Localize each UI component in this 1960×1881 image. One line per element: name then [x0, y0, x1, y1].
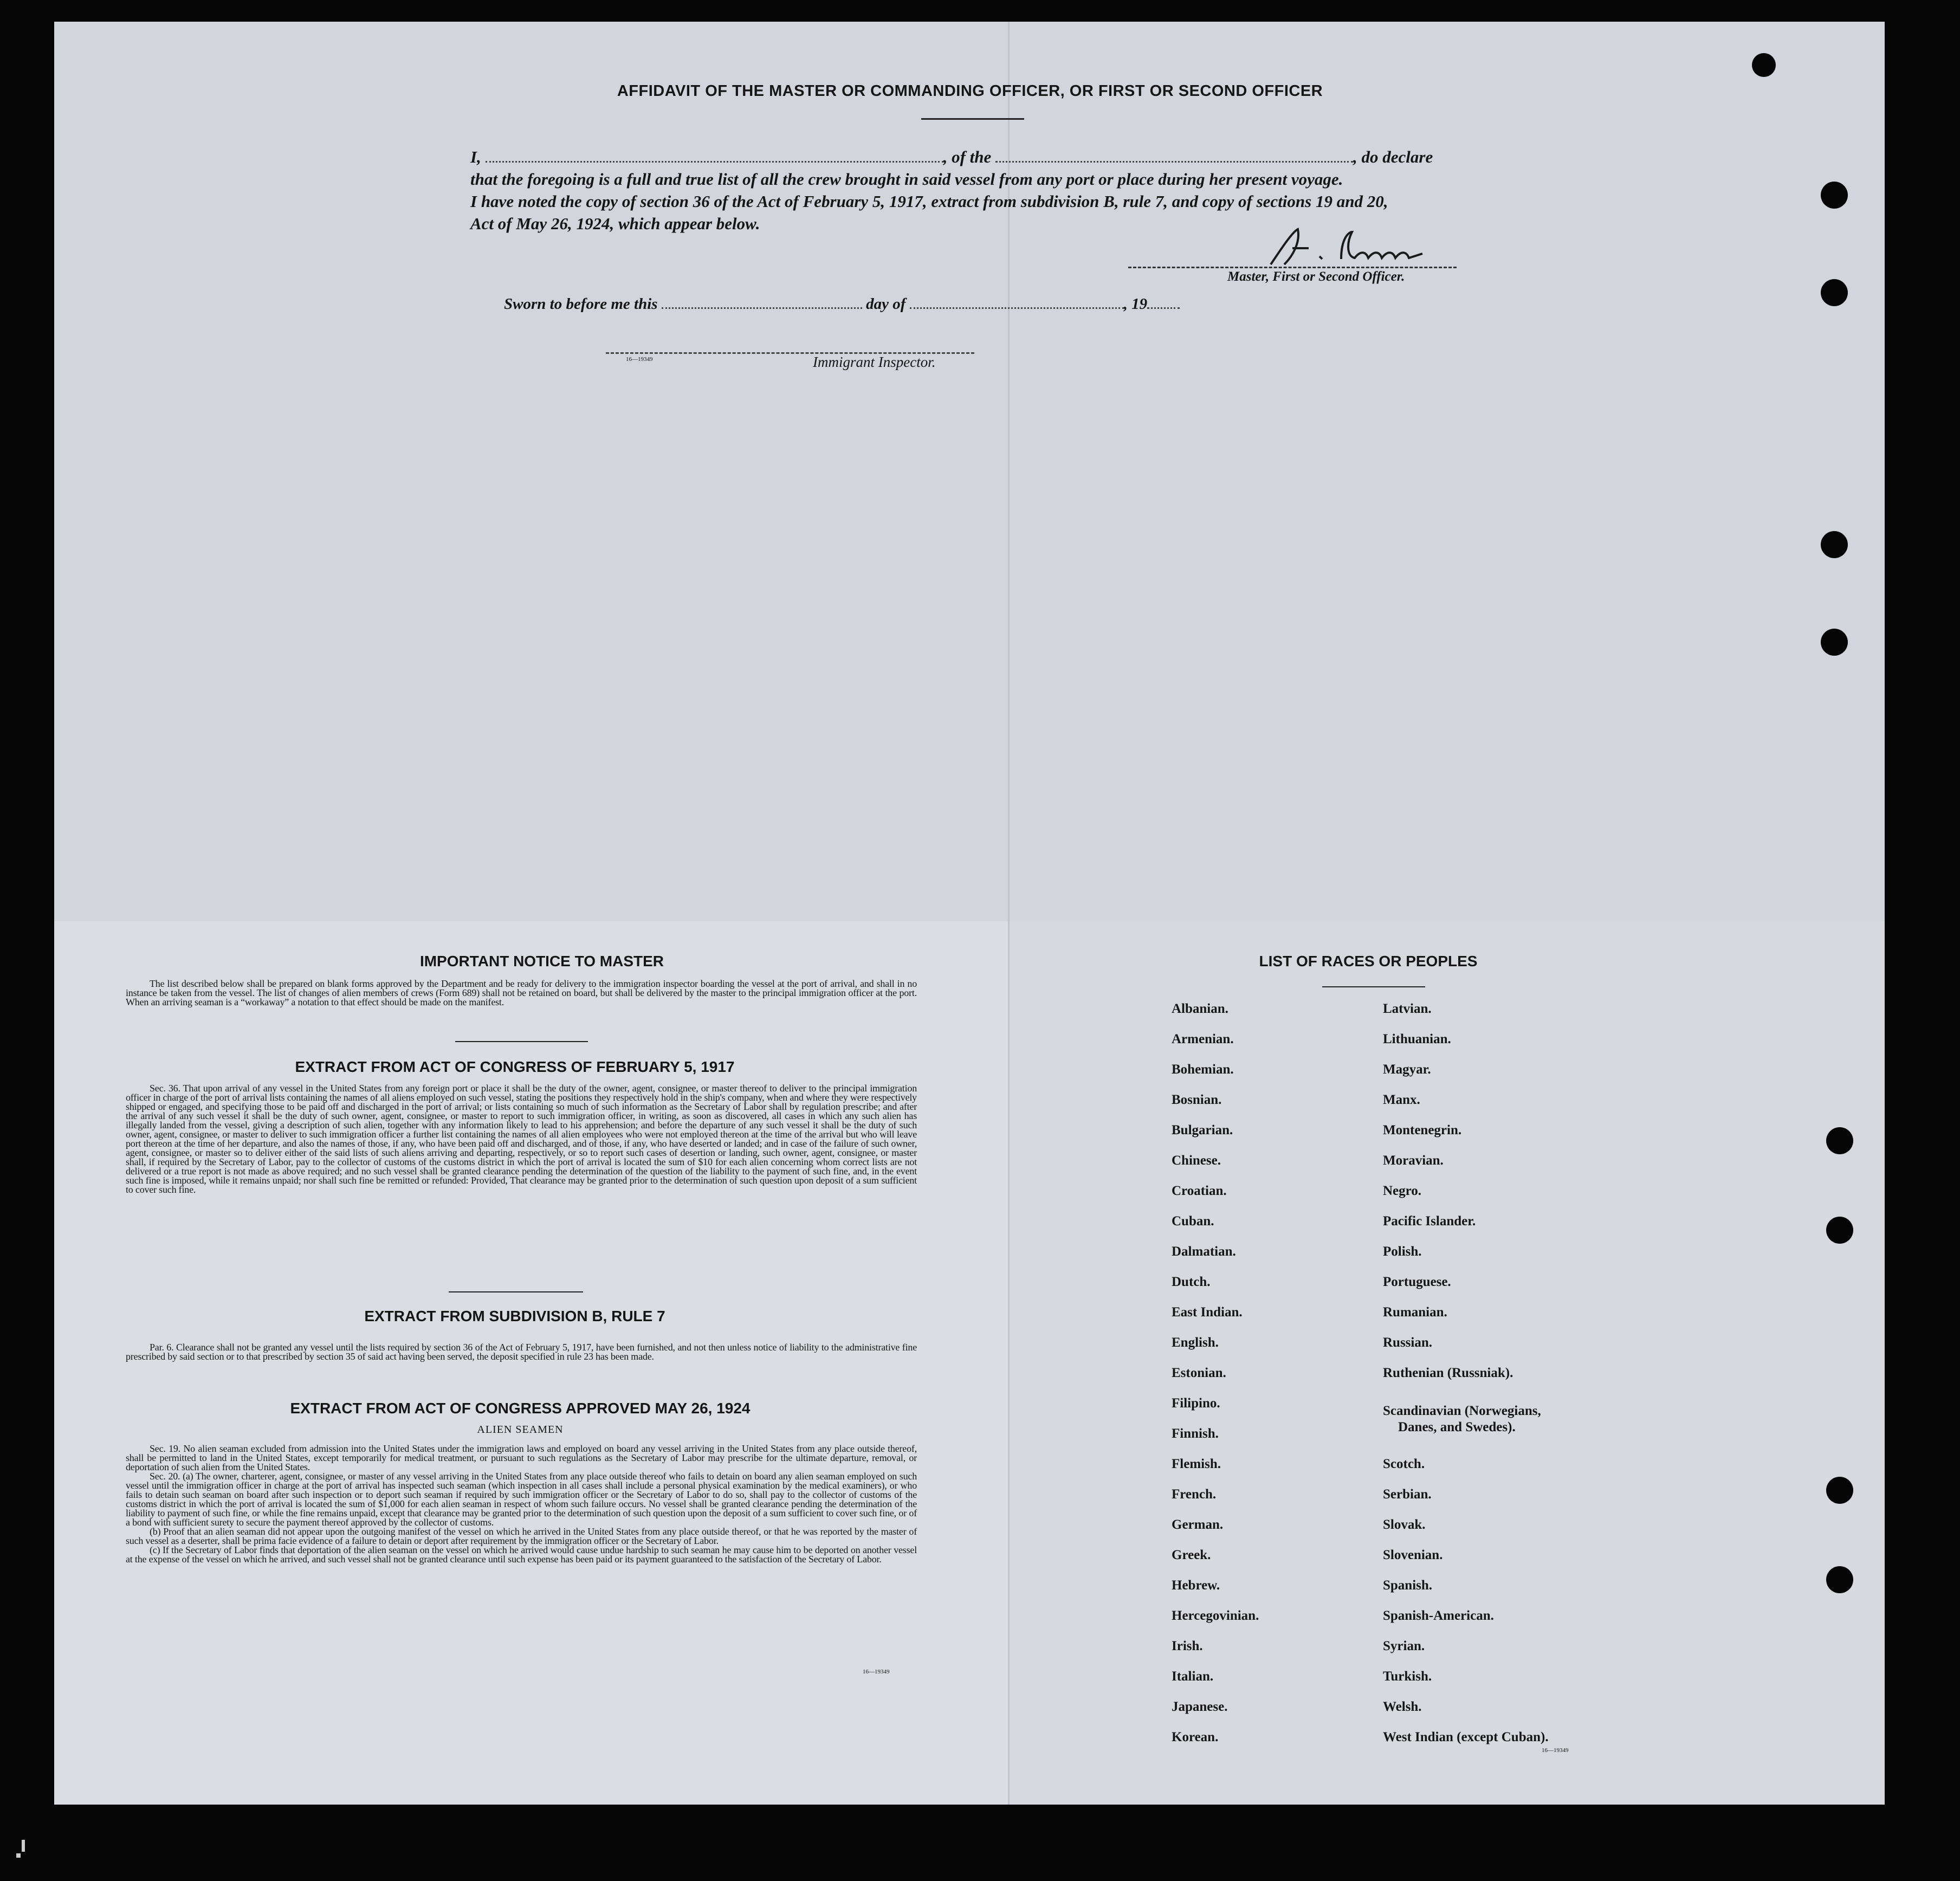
race-right: Ruthenian (Russniak).	[1383, 1366, 1513, 1380]
affidavit-title: AFFIDAVIT OF THE MASTER OR COMMANDING OFFICER, OR FIRST OR SECOND OFFICER	[617, 82, 1323, 100]
act-1917-title: EXTRACT FROM ACT OF CONGRESS OF FEBRUARY 5, 1917	[295, 1058, 735, 1075]
section-19-paragraph: Sec. 19. No alien seaman excluded from admission into the United States under the immigration laws and employed on board any vessel arriving in the United States from any place outside thereof, shall be permitted to land in the United States, except temporarily for medical treatment, or pursuant to such regulations as the Secretary of Labor may prescribe for the ultimate departure, removal, or deportation of such alien from the United States.	[126, 1443, 917, 1472]
race-left: Albanian.	[1172, 1001, 1228, 1016]
of-the-label: , of the	[943, 147, 992, 166]
race-left: Flemish.	[1172, 1457, 1221, 1471]
i-label: I,	[470, 147, 481, 166]
race-left: Chinese.	[1172, 1153, 1221, 1168]
punch-hole	[1821, 531, 1848, 558]
race-left: Dutch.	[1172, 1275, 1211, 1289]
race-right: Scotch.	[1383, 1457, 1425, 1471]
race-right: Negro.	[1383, 1184, 1422, 1198]
form-number: 16—19349	[863, 1669, 890, 1675]
race-right: Lithuanian.	[1383, 1032, 1451, 1046]
race-left: German.	[1172, 1517, 1224, 1532]
form-number: 16—19349	[1542, 1747, 1569, 1754]
alien-seamen-subtitle: ALIEN SEAMEN	[477, 1424, 564, 1436]
race-left: Armenian.	[1172, 1032, 1234, 1046]
sworn-year-blank	[1147, 303, 1180, 309]
vessel-blank	[995, 157, 1353, 163]
race-left: Hebrew.	[1172, 1578, 1220, 1593]
punch-hole	[1826, 1217, 1853, 1244]
race-left: Cuban.	[1172, 1214, 1214, 1229]
race-right: Serbian.	[1383, 1487, 1432, 1502]
section-20a-paragraph: Sec. 20. (a) The owner, charterer, agent, consignee, or master of any vessel arriving in the United States from any place outside thereof who fails to detain on board any alien seaman employed on such vessel until the immigration officer in charge at the port of arrival has inspected such seaman (which inspection in all cases shall include a personal physical examination by the medical examiners), or who fails to detain such seaman on board after such inspection or to deport such seaman if required by such immigration officer or the Secretary of Labor to do so, shall pay to the collector of customs of the customs district in which the port of arrival is located the sum of $1,000 for each alien seaman in respect of whom such failure occurs. No vessel shall be granted clearance pending the determination of the liability to payment of such fine, or while the fine remains unpaid, except that clearance may be granted prior to the determination of such question upon the deposit of a sum sufficient to cover such fine, or of a bond with sufficient surety to secure the payment thereof approved by the collector of customs.	[126, 1471, 917, 1528]
race-right: Polish.	[1383, 1244, 1422, 1259]
punch-hole	[1821, 279, 1848, 306]
race-right: Danes, and Swedes).	[1398, 1420, 1516, 1434]
act-1924-body	[126, 1444, 917, 1564]
declaration-line-3: I have noted the copy of section 36 of the Act of February 5, 1917, extract from subdivision B, rule 7, and copy of sections 19 and 20,	[470, 192, 1388, 211]
declaration-line-4: Act of May 26, 1924, which appear below.	[470, 214, 760, 233]
race-left: Hercegovinian.	[1172, 1608, 1259, 1623]
race-right: Spanish.	[1383, 1578, 1433, 1593]
race-right: Magyar.	[1383, 1062, 1431, 1077]
speck	[22, 1840, 25, 1852]
race-right: Manx.	[1383, 1093, 1420, 1107]
sworn-label: Sworn to before me this	[504, 295, 658, 313]
title-underline	[921, 118, 1024, 120]
rule-7-body	[126, 1343, 917, 1361]
section-divider	[449, 1291, 583, 1292]
race-right: Slovenian.	[1383, 1548, 1443, 1562]
notice-paragraph: The list described below shall be prepared on blank forms approved by the Department and be ready for delivery to the immigration inspector boarding the vessel at the port of arrival, and shall in no instance be taken from the vessel. The list of changes of alien members of crews (Form 689) shall not be retained on board, but shall be delivered by the master to the principal immigration officer at the port. When an arriving seaman is a “workaway” a notation to that effect should be made on the manifest.	[126, 978, 917, 1007]
race-right: Latvian.	[1383, 1001, 1432, 1016]
punch-hole	[1826, 1477, 1853, 1504]
race-left: Croatian.	[1172, 1184, 1227, 1198]
race-left: Greek.	[1172, 1548, 1211, 1562]
race-right: Turkish.	[1383, 1669, 1432, 1684]
inspector-caption: Immigrant Inspector.	[813, 354, 936, 370]
notice-title: IMPORTANT NOTICE TO MASTER	[419, 953, 664, 969]
signature-line	[1128, 267, 1457, 268]
officer-signature	[1260, 227, 1433, 270]
act-1917-body	[126, 1084, 917, 1194]
race-right: Pacific Islander.	[1383, 1214, 1476, 1229]
notice-body	[126, 979, 917, 1007]
race-left: Bulgarian.	[1172, 1123, 1233, 1137]
race-right: Spanish-American.	[1383, 1608, 1494, 1623]
races-title: LIST OF RACES OR PEOPLES	[1259, 953, 1478, 969]
race-right: Russian.	[1383, 1335, 1433, 1350]
race-left: Japanese.	[1172, 1699, 1228, 1714]
race-left: Korean.	[1172, 1730, 1219, 1744]
signature-caption: Master, First or Second Officer.	[1227, 269, 1405, 284]
punch-hole	[1821, 629, 1848, 656]
fold-line	[1008, 22, 1010, 1805]
name-blank	[486, 157, 943, 163]
act-1924-title: EXTRACT FROM ACT OF CONGRESS APPROVED MAY 26, 1924	[290, 1400, 751, 1417]
declaration-line-1	[470, 147, 1478, 167]
section-divider	[455, 1041, 588, 1042]
sworn-line	[504, 295, 1180, 313]
sworn-month-blank	[910, 303, 1124, 309]
race-right: Syrian.	[1383, 1639, 1425, 1653]
punch-hole	[1826, 1566, 1853, 1593]
race-left: French.	[1172, 1487, 1217, 1502]
declaration-line-2: that the foregoing is a full and true list of all the crew brought in said vessel from any port or place during her present voyage.	[470, 170, 1343, 189]
punch-hole	[1752, 53, 1776, 77]
race-right: Moravian.	[1383, 1153, 1444, 1168]
race-right: Welsh.	[1383, 1699, 1422, 1714]
section-20b-paragraph: (b) Proof that an alien seaman did not appear upon the outgoing manifest of the vessel on which he arrived in the United States from any place outside thereof, or that he was reported by the master of such vessel as a deserter, shall be prima facie evidence of a failure to detain or deport after requirement by the immigration officer or the Secretary of Labor.	[126, 1526, 917, 1546]
race-left: English.	[1172, 1335, 1219, 1350]
race-left: Bosnian.	[1172, 1093, 1222, 1107]
race-left: Italian.	[1172, 1669, 1214, 1684]
section-36-paragraph: Sec. 36. That upon arrival of any vessel in the United States from any foreign port or place it shall be the duty of the owner, agent, consignee, or master thereof to deliver to the principal immigration officer in charge of the port of arrival lists containing the names of all aliens employed on such vessel, stating the positions they respectively hold in the ship's company, when and where they were respectively shipped or engaged, and specifying those to be paid off and discharged in the port of arrival; or lists containing so much of such information as the Secretary of Labor shall by regulation prescribe; and after the arrival of any such vessel it shall be the duty of such owner, agent, consignee, or master to report to such immigration officer, in writing, as soon as discovered, all cases in which any such alien has illegally landed from the vessel, giving a description of such alien, together with any information likely to lead to his apprehension; and before the departure of any such vessel it shall be the duty of such owner, agent, consignee, or master to deliver to such immigration officer a further list containing the names of all alien employees who were not employed thereon at the time of the arrival but who will leave port thereon at the time of her departure, and also the names of those, if any, who have been paid off and discharged, and of those, if any, who have deserted or landed; and in case of the failure of such owner, agent, consignee, or master so to deliver either of the said lists of such aliens arriving and departing, respectively, or so to report such cases of desertion or landing, such owner, agent, consignee, or master shall, if required by the Secretary of Labor, pay to the collector of customs of the customs district in which the port of arrival is located the sum of $10 for each alien concerning whom correct lists are not delivered or a true report is not made as above required; and no such vessel shall be granted clearance pending the determination of the question of the liability to the payment of such fine, and, in the event such fine is imposed, while it remains unpaid; nor shall such fine be remitted or refunded: Provided, That clearance may be granted prior to the determination of such question upon deposit of a sum sufficient to cover such fine.	[126, 1083, 917, 1195]
race-left: East Indian.	[1172, 1305, 1243, 1320]
par-6-paragraph: Par. 6. Clearance shall not be granted any vessel until the lists required by section 36 of the Act of February 5, 1917, have been furnished, and not then unless notice of liability to the administrative fine prescribed by said section or to that prescribed by section 35 of said act having been served, the deposit specified in rule 23 has been made.	[126, 1342, 917, 1362]
race-left: Estonian.	[1172, 1366, 1226, 1380]
races-title-underline	[1322, 986, 1425, 987]
declare-label: , do declare	[1353, 147, 1433, 166]
race-right: Montenegrin.	[1383, 1123, 1462, 1137]
race-left: Finnish.	[1172, 1426, 1219, 1441]
speck	[16, 1853, 21, 1858]
race-right: Portuguese.	[1383, 1275, 1451, 1289]
race-left: Dalmatian.	[1172, 1244, 1236, 1259]
race-right: Slovak.	[1383, 1517, 1426, 1532]
punch-hole	[1826, 1127, 1853, 1154]
race-left: Filipino.	[1172, 1396, 1220, 1411]
race-right: West Indian (except Cuban).	[1383, 1730, 1549, 1744]
form-number: 16—19349	[626, 356, 653, 363]
year-label: , 19	[1123, 295, 1148, 313]
sworn-day-blank	[662, 303, 862, 309]
race-right: Rumanian.	[1383, 1305, 1447, 1320]
race-left: Bohemian.	[1172, 1062, 1234, 1077]
race-left: Irish.	[1172, 1639, 1203, 1653]
day-of-label: day of	[866, 295, 906, 313]
rule-7-title: EXTRACT FROM SUBDIVISION B, RULE 7	[364, 1308, 665, 1324]
punch-hole	[1821, 182, 1848, 209]
lower-right-panel	[1008, 921, 1885, 1805]
section-20c-paragraph: (c) If the Secretary of Labor finds that deportation of the alien seaman on the vessel on which he arrived would cause undue hardship to such seaman he may cause him to be deported on another vessel at the expense of the vessel on which he arrived, and such vessel shall not be granted clearance until such expense has been paid or its payment guaranteed to the satisfaction of the Secretary of Labor.	[126, 1544, 917, 1565]
race-right: Scandinavian (Norwegians,	[1383, 1404, 1541, 1418]
